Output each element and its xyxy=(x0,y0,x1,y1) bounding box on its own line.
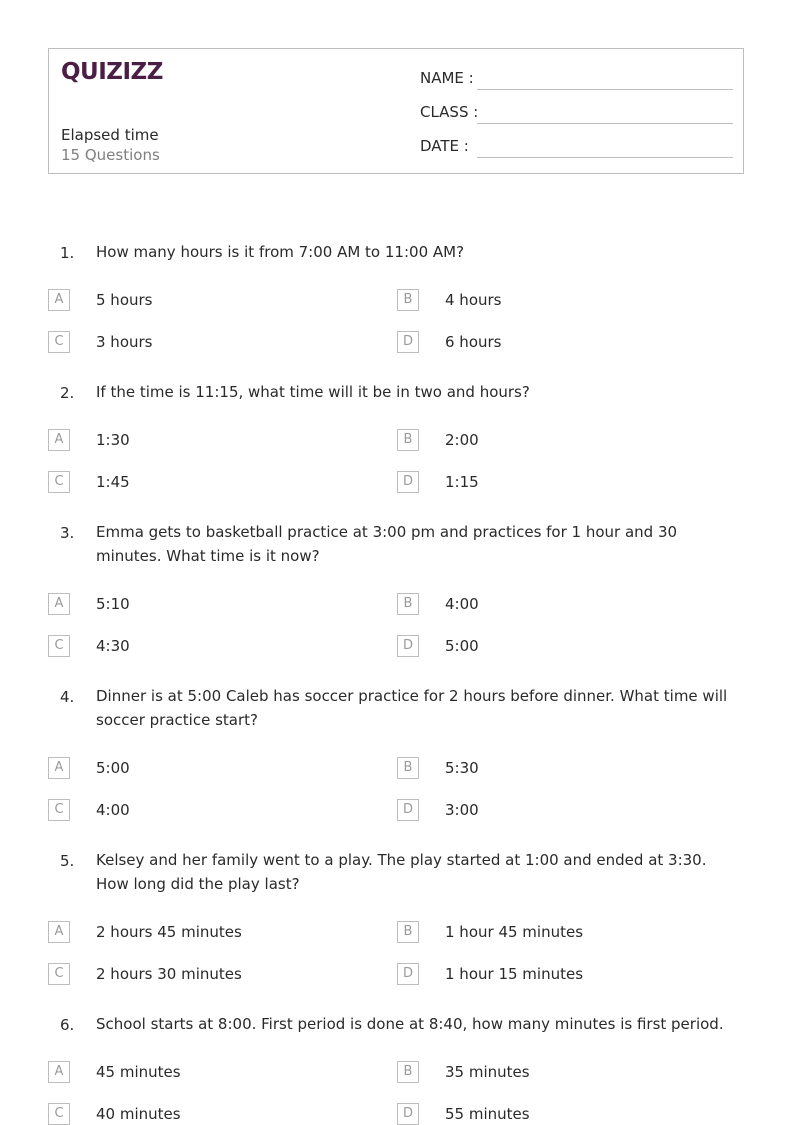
question-number: 2. xyxy=(60,384,75,402)
question-text: If the time is 11:15, what time will it be in two and hours? xyxy=(96,383,530,401)
question-text: Dinner is at 5:00 Caleb has soccer practice for 2 hours before dinner. What time will soccer practice start? xyxy=(96,687,728,729)
question-count: 15 Questions xyxy=(61,146,160,164)
option-b-text: 4 hours xyxy=(445,291,502,309)
option-c-text: 4:30 xyxy=(96,637,130,655)
question-text: How many hours is it from 7:00 AM to 11:00 AM? xyxy=(96,243,465,261)
option-a-box[interactable]: A xyxy=(48,757,70,779)
option-c-box[interactable]: C xyxy=(48,963,70,985)
option-a-text: 5 hours xyxy=(96,291,153,309)
question-number: 4. xyxy=(60,688,75,706)
option-b-text: 4:00 xyxy=(445,595,479,613)
option-a-box[interactable]: A xyxy=(48,593,70,615)
option-b-box[interactable]: B xyxy=(397,921,419,943)
question-number: 1. xyxy=(60,244,75,262)
option-c-text: 1:45 xyxy=(96,473,130,491)
option-d-text: 55 minutes xyxy=(445,1105,530,1123)
option-c-box[interactable]: C xyxy=(48,471,70,493)
class-line xyxy=(477,123,733,124)
option-d-text: 5:00 xyxy=(445,637,479,655)
option-c-text: 4:00 xyxy=(96,801,130,819)
option-c-box[interactable]: C xyxy=(48,635,70,657)
option-d-box[interactable]: D xyxy=(397,471,419,493)
option-a-box[interactable]: A xyxy=(48,289,70,311)
option-c-box[interactable]: C xyxy=(48,331,70,353)
option-b-text: 35 minutes xyxy=(445,1063,530,1081)
option-b-box[interactable]: B xyxy=(397,757,419,779)
name-label: NAME : xyxy=(420,69,474,87)
question-number: 3. xyxy=(60,524,75,542)
question-text: School starts at 8:00. First period is done at 8:40, how many minutes is first period. xyxy=(96,1015,724,1033)
option-a-text: 45 minutes xyxy=(96,1063,181,1081)
option-c-box[interactable]: C xyxy=(48,1103,70,1125)
option-d-box[interactable]: D xyxy=(397,635,419,657)
option-b-box[interactable]: B xyxy=(397,593,419,615)
option-a-text: 2 hours 45 minutes xyxy=(96,923,242,941)
worksheet-header xyxy=(48,48,744,174)
option-a-text: 5:10 xyxy=(96,595,130,613)
option-c-text: 2 hours 30 minutes xyxy=(96,965,242,983)
option-d-box[interactable]: D xyxy=(397,1103,419,1125)
option-c-box[interactable]: C xyxy=(48,799,70,821)
option-b-text: 5:30 xyxy=(445,759,479,777)
option-d-text: 6 hours xyxy=(445,333,502,351)
option-d-text: 3:00 xyxy=(445,801,479,819)
question-number: 6. xyxy=(60,1016,75,1034)
option-b-box[interactable]: B xyxy=(397,429,419,451)
option-c-text: 40 minutes xyxy=(96,1105,181,1123)
option-a-box[interactable]: A xyxy=(48,429,70,451)
question-text: Kelsey and her family went to a play. The play started at 1:00 and ended at 3:30. How long did the play last? xyxy=(96,851,707,893)
question-number: 5. xyxy=(60,852,75,870)
option-d-box[interactable]: D xyxy=(397,963,419,985)
option-a-text: 1:30 xyxy=(96,431,130,449)
worksheet-title: Elapsed time xyxy=(61,126,159,144)
option-a-text: 5:00 xyxy=(96,759,130,777)
option-d-text: 1:15 xyxy=(445,473,479,491)
option-c-text: 3 hours xyxy=(96,333,153,351)
option-d-box[interactable]: D xyxy=(397,331,419,353)
date-label: DATE : xyxy=(420,137,469,155)
option-b-box[interactable]: B xyxy=(397,289,419,311)
option-b-box[interactable]: B xyxy=(397,1061,419,1083)
option-d-text: 1 hour 15 minutes xyxy=(445,965,584,983)
question-text: Emma gets to basketball practice at 3:00 pm and practices for 1 hour and 30 minutes. What time is it now? xyxy=(96,523,678,565)
option-b-text: 1 hour 45 minutes xyxy=(445,923,584,941)
name-line xyxy=(477,89,733,90)
date-line xyxy=(477,157,733,158)
option-d-box[interactable]: D xyxy=(397,799,419,821)
option-a-box[interactable]: A xyxy=(48,1061,70,1083)
option-a-box[interactable]: A xyxy=(48,921,70,943)
option-b-text: 2:00 xyxy=(445,431,479,449)
class-label: CLASS : xyxy=(420,103,479,121)
quizizz-logo: QUIZIZZ xyxy=(61,59,163,85)
